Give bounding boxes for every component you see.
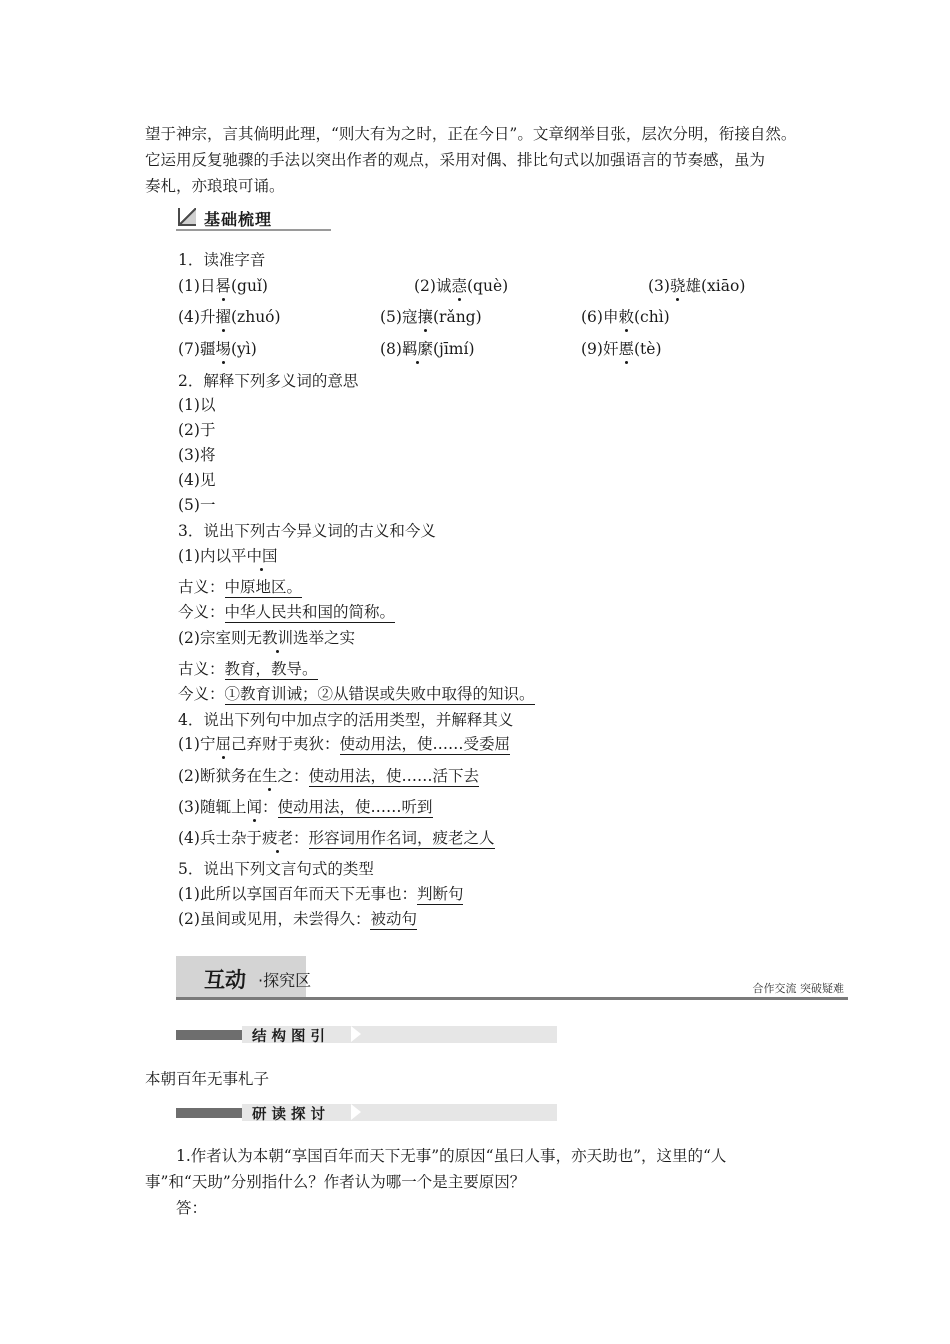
- pronunciation-item: (6)申敕(chì): [581, 305, 670, 327]
- header-bar-dark: [176, 1030, 242, 1040]
- dotted-char: 埸: [215, 337, 231, 359]
- activation-item: (1)宁屈己弃财于夷狄：使动用法，使……受委屈: [178, 732, 510, 754]
- dotted-char: 闻: [246, 795, 262, 817]
- intro-line-2: 它运用反复驰骤的手法以突出作者的观点，采用对偶、排比句式以加强语言的节奏感，虽为: [145, 151, 766, 169]
- example-1-modern: 今义：中华人民共和国的简称。: [178, 603, 396, 621]
- example-2: (2)宗室则无教训选举之实: [178, 626, 355, 648]
- dotted-char: 骁: [670, 274, 686, 296]
- answer-underlined: 中华人民共和国的简称。: [224, 603, 396, 621]
- header-bar-dark: [176, 1108, 242, 1118]
- answer-underlined: 中原地区。: [224, 578, 303, 596]
- interactive-section-banner: [176, 956, 848, 1000]
- answer-underlined: 使动用法，使……受委屈: [339, 735, 511, 753]
- answer-label: 答：: [176, 1199, 208, 1217]
- dotted-word: 教训: [262, 626, 293, 648]
- poly-item: (5)一: [178, 496, 216, 514]
- answer-underlined: ①教育训诫；②从错误或失败中取得的知识。: [224, 685, 535, 703]
- pronunciation-item: (8)羁縻(jīmí): [380, 337, 475, 359]
- dotted-char: 屈: [215, 732, 231, 754]
- discussion-title: 研读探讨: [252, 1107, 330, 1123]
- dotted-char: 敕: [618, 305, 634, 327]
- intro-line-1: 望于神宗，言其倘明此理，“则大有为之时，正在今日”。文章纲举目张，层次分明，衔接自然。: [145, 125, 797, 143]
- answer-underlined: 使动用法，使……活下去: [308, 767, 480, 785]
- dotted-char: 悫: [451, 274, 467, 296]
- pronunciation-item: (3)骁雄(xiāo): [648, 274, 745, 296]
- structure-title: 结构图引: [252, 1029, 330, 1045]
- dotted-char: 擢: [215, 305, 231, 327]
- poly-item: (3)将: [178, 446, 216, 464]
- banner-title: 互动: [204, 968, 246, 992]
- answer-underlined: 被动句: [370, 910, 417, 928]
- arrow-icon: [351, 1104, 361, 1120]
- pronunciation-item: (4)升擢(zhuó): [178, 305, 281, 327]
- dotted-char: 慝: [618, 337, 634, 359]
- dotted-char: 晷: [215, 274, 231, 296]
- banner-tagline: 合作交流 突破疑难: [752, 982, 844, 995]
- example-1-ancient: 古义：中原地区。: [178, 578, 303, 596]
- question-4: 4．说出下列句中加点字的活用类型，并解释其义: [178, 711, 514, 729]
- section-marker-icon: [178, 208, 196, 226]
- discussion-question-line-2: 事”和“天助”分别指什么？作者认为哪一个是主要原因？: [145, 1173, 526, 1191]
- activation-item: (4)兵士杂于疲老：形容词用作名词，疲老之人: [178, 826, 495, 848]
- question-3: 3．说出下列古今异义词的古义和今义: [178, 522, 436, 540]
- answer-underlined: 教育，教导。: [224, 660, 318, 678]
- discussion-question-line-1: 1.作者认为本朝“享国百年而天下无事”的原因“虽曰人事，亦天助也”，这里的“人: [176, 1147, 727, 1165]
- structure-header: [176, 1026, 557, 1043]
- dotted-char: 攘: [417, 305, 433, 327]
- question-1: 1．读准字音: [178, 251, 266, 269]
- arrow-icon: [351, 1026, 361, 1042]
- discussion-header: [176, 1104, 557, 1121]
- answer-underlined: 使动用法，使……听到: [277, 798, 433, 816]
- structure-text: 本朝百年无事札子: [145, 1070, 270, 1088]
- dotted-char: 生: [262, 764, 278, 786]
- dotted-word: 中国: [246, 544, 277, 566]
- answer-underlined: 判断句: [416, 885, 464, 903]
- poly-item: (4)见: [178, 471, 216, 489]
- poly-item: (1)以: [178, 396, 216, 414]
- basics-title: 基础梳理: [204, 210, 273, 229]
- example-1: (1)内以平中国: [178, 544, 277, 566]
- pronunciation-item: (9)奸慝(tè): [581, 337, 662, 359]
- banner-subtitle: ·探究区: [258, 971, 312, 990]
- pronunciation-item: (7)疆埸(yì): [178, 337, 257, 359]
- question-2: 2．解释下列多义词的意思: [178, 372, 359, 390]
- sentence-1: (1)此所以享国百年而天下无事也：判断句: [178, 885, 464, 903]
- answer-underlined: 形容词用作名词，疲老之人: [308, 829, 495, 847]
- example-2-ancient: 古义：教育，教导。: [178, 660, 318, 678]
- activation-item: (3)随辄上闻：使动用法，使……听到: [178, 795, 433, 817]
- pronunciation-item: (2)诚悫(què): [414, 274, 508, 296]
- pronunciation-item: (5)寇攘(rǎng): [380, 305, 482, 327]
- dotted-char: 疲老: [262, 826, 293, 848]
- question-5: 5．说出下列文言句式的类型: [178, 860, 374, 878]
- poly-item: (2)于: [178, 421, 216, 439]
- activation-item: (2)断狱务在生之：使动用法，使……活下去: [178, 764, 479, 786]
- dotted-char: 羁縻: [402, 337, 433, 359]
- example-2-modern: 今义：①教育训诫；②从错误或失败中取得的知识。: [178, 685, 535, 703]
- sentence-2: (2)虽间或见用，未尝得久：被动句: [178, 910, 417, 928]
- pronunciation-item: (1)日晷(guǐ): [178, 274, 268, 296]
- basics-section-header: [176, 205, 331, 231]
- banner-rule: [176, 997, 848, 1000]
- section-underline: [176, 229, 331, 231]
- intro-line-3: 奏札，亦琅琅可诵。: [145, 177, 285, 195]
